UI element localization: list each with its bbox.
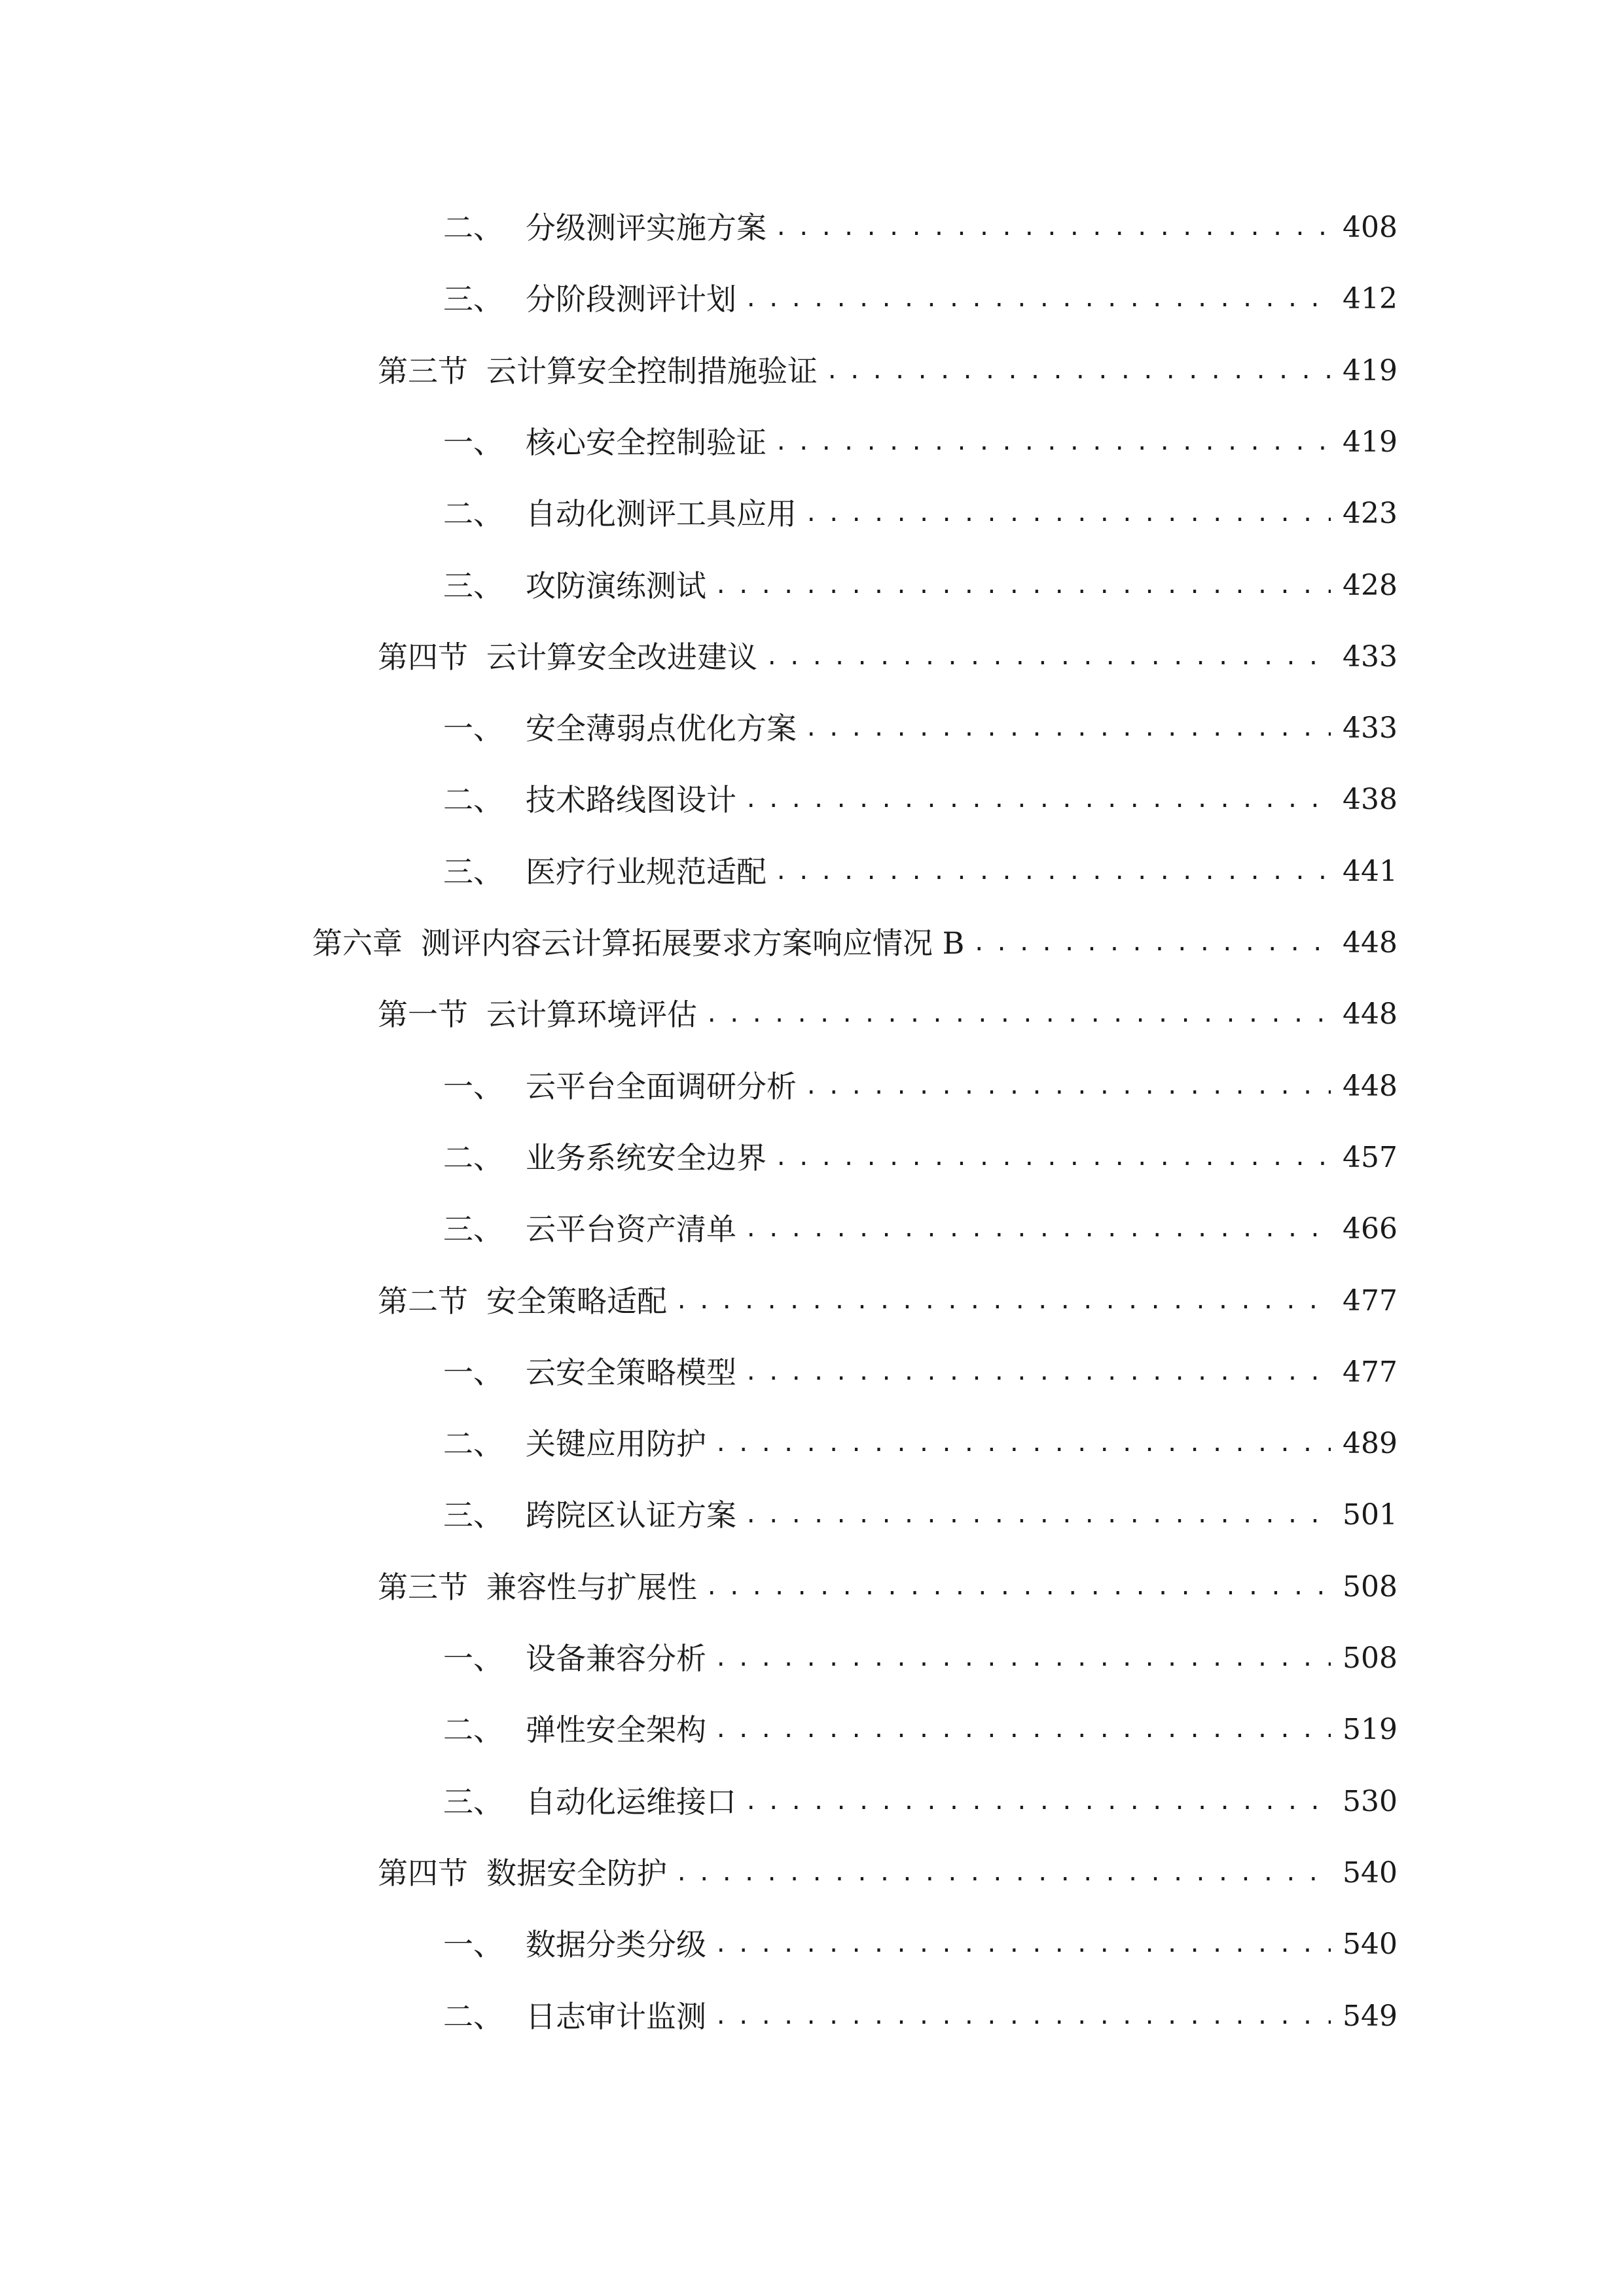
toc-dot-leader (825, 345, 1331, 397)
toc-entry-number: 二、 (443, 782, 503, 817)
toc-dot-leader (972, 917, 1331, 969)
toc-entry-number: 三、 (443, 1211, 503, 1247)
toc-entry-number: 一、 (443, 1641, 503, 1676)
toc-entry[interactable] (378, 1275, 1398, 1327)
toc-entry-title: 云计算环境评估 (486, 997, 697, 1032)
toc-dot-leader (714, 560, 1331, 612)
toc-entry-title: 医疗行业规范适配 (526, 854, 767, 889)
toc-entry-number: 第四节 (378, 639, 468, 675)
toc-entry[interactable] (378, 1561, 1398, 1613)
toc-entry-title: 云平台资产清单 (526, 1211, 736, 1247)
toc-entry-number: 二、 (443, 210, 503, 245)
toc-dot-leader (804, 1060, 1331, 1113)
toc-entry[interactable] (443, 202, 1398, 254)
toc-page-number: 519 (1343, 1713, 1398, 1746)
toc-entry-title: 数据分类分级 (526, 1927, 706, 1962)
toc-page-number: 508 (1343, 1570, 1398, 1604)
toc-entry[interactable] (443, 1704, 1398, 1756)
toc-entry-number: 三、 (443, 1784, 503, 1820)
toc-page-number: 448 (1343, 926, 1398, 960)
toc-entry-title: 安全薄弱点优化方案 (526, 711, 797, 746)
toc-entry-number: 三、 (443, 854, 503, 889)
toc-entry-title: 测评内容云计算拓展要求方案响应情况 B (421, 925, 965, 961)
toc-entry[interactable] (443, 488, 1398, 540)
toc-entry[interactable] (443, 416, 1398, 469)
toc-page-number: 489 (1343, 1427, 1398, 1460)
toc-page-number: 508 (1343, 1641, 1398, 1675)
toc-dot-leader (804, 702, 1331, 755)
toc-entry-number: 第二节 (378, 1283, 468, 1319)
toc-entry-number: 一、 (443, 711, 503, 746)
toc-dot-leader (744, 273, 1331, 325)
toc-entry-number: 二、 (443, 1140, 503, 1175)
toc-entry[interactable] (378, 988, 1398, 1041)
toc-dot-leader (714, 1918, 1331, 1971)
toc-dot-leader (774, 416, 1331, 469)
toc-entry-number: 第三节 (378, 1570, 468, 1605)
toc-entry-title: 业务系统安全边界 (526, 1140, 767, 1175)
toc-entry-title: 云计算安全改进建议 (486, 639, 757, 675)
toc-entry-number: 三、 (443, 568, 503, 603)
toc-entry-title: 技术路线图设计 (526, 782, 736, 817)
toc-page-number: 540 (1343, 1856, 1398, 1890)
toc-entry[interactable] (443, 1060, 1398, 1113)
toc-page-number: 540 (1343, 1928, 1398, 1961)
toc-page-number: 501 (1343, 1498, 1398, 1532)
toc-entry-number: 一、 (443, 1927, 503, 1962)
toc-dot-leader (744, 1489, 1331, 1541)
toc-page-number: 530 (1343, 1785, 1398, 1818)
toc-entry[interactable] (443, 1203, 1398, 1255)
toc-dot-leader (675, 1847, 1331, 1899)
toc-entry-title: 安全策略适配 (486, 1283, 667, 1319)
toc-entry-number: 三、 (443, 281, 503, 317)
toc-entry-number: 第一节 (378, 997, 468, 1032)
toc-entry[interactable] (443, 1346, 1398, 1399)
toc-page-number: 477 (1343, 1284, 1398, 1318)
toc-entry[interactable] (443, 702, 1398, 755)
toc-dot-leader (774, 846, 1331, 898)
toc-entry-number: 二、 (443, 496, 503, 531)
toc-entry-number: 二、 (443, 1426, 503, 1462)
toc-page-number: 441 (1343, 855, 1398, 888)
toc-dot-leader (744, 1203, 1331, 1255)
toc-page-number: 433 (1343, 711, 1398, 745)
toc-entry-number: 第四节 (378, 1856, 468, 1891)
toc-page-number: 448 (1343, 997, 1398, 1031)
toc-page-number: 428 (1343, 569, 1398, 602)
toc-dot-leader (714, 1990, 1331, 2043)
toc-entry[interactable] (443, 1990, 1398, 2043)
toc-entry-number: 第六章 (312, 925, 403, 961)
toc-entry[interactable] (443, 1132, 1398, 1184)
toc-page-number: 438 (1343, 783, 1398, 816)
toc-dot-leader (774, 202, 1331, 254)
toc-entry[interactable] (378, 1847, 1398, 1899)
toc-entry-number: 一、 (443, 1355, 503, 1390)
toc-entry-title: 设备兼容分析 (526, 1641, 706, 1676)
toc-entry-title: 跨院区认证方案 (526, 1498, 736, 1533)
toc-dot-leader (675, 1275, 1331, 1327)
toc-page-number: 448 (1343, 1069, 1398, 1103)
toc-entry[interactable] (443, 273, 1398, 325)
toc-entry-number: 三、 (443, 1498, 503, 1533)
toc-entry-number: 二、 (443, 1712, 503, 1748)
toc-entry[interactable] (443, 1418, 1398, 1470)
toc-entry-title: 云平台全面调研分析 (526, 1069, 797, 1104)
toc-dot-leader (714, 1418, 1331, 1470)
toc-page-number: 466 (1343, 1212, 1398, 1246)
toc-dot-leader (744, 1346, 1331, 1399)
toc-entry-title: 兼容性与扩展性 (486, 1570, 697, 1605)
toc-page-number: 433 (1343, 640, 1398, 673)
toc-entry-number: 一、 (443, 1069, 503, 1104)
toc-entry[interactable] (443, 1489, 1398, 1541)
toc-entry-title: 自动化运维接口 (526, 1784, 736, 1820)
toc-page-number: 408 (1343, 211, 1398, 244)
toc-entry[interactable] (312, 917, 1398, 969)
toc-dot-leader (804, 488, 1331, 540)
toc-entry-title: 日志审计监测 (526, 1999, 706, 2034)
toc-entry-title: 云安全策略模型 (526, 1355, 736, 1390)
toc-entry-title: 分级测评实施方案 (526, 210, 767, 245)
toc-dot-leader (705, 988, 1331, 1041)
toc-entry-number: 一、 (443, 425, 503, 460)
toc-entry-number: 二、 (443, 1999, 503, 2034)
toc-entry[interactable] (443, 1632, 1398, 1685)
toc-page-number: 419 (1343, 354, 1398, 387)
toc-entry-title: 数据安全防护 (486, 1856, 667, 1891)
toc-entry[interactable] (443, 1918, 1398, 1971)
toc-entry-title: 弹性安全架构 (526, 1712, 706, 1748)
toc-dot-leader (714, 1632, 1331, 1685)
toc-entry-title: 云计算安全控制措施验证 (486, 353, 818, 389)
toc-page-number: 457 (1343, 1141, 1398, 1174)
toc-dot-leader (744, 1776, 1331, 1828)
toc-dot-leader (705, 1561, 1331, 1613)
toc-entry-title: 自动化测评工具应用 (526, 496, 797, 531)
toc-page-number: 412 (1343, 282, 1398, 315)
toc-entry[interactable] (443, 846, 1398, 898)
toc-entry[interactable] (443, 560, 1398, 612)
toc-page-number: 423 (1343, 497, 1398, 530)
toc-entry-title: 核心安全控制验证 (526, 425, 767, 460)
toc-entry-number: 第三节 (378, 353, 468, 389)
toc-page-number: 419 (1343, 425, 1398, 459)
toc-entry[interactable] (378, 631, 1398, 683)
toc-dot-leader (765, 631, 1331, 683)
toc-entry-title: 分阶段测评计划 (526, 281, 736, 317)
toc-dot-leader (774, 1132, 1331, 1184)
toc-entry[interactable] (443, 1776, 1398, 1828)
toc-entry-title: 关键应用防护 (526, 1426, 706, 1462)
toc-page-number: 549 (1343, 2000, 1398, 2033)
toc-entry-title: 攻防演练测试 (526, 568, 706, 603)
toc-dot-leader (744, 774, 1331, 826)
toc-page-number: 477 (1343, 1355, 1398, 1389)
toc-dot-leader (714, 1704, 1331, 1756)
toc-entry[interactable] (443, 774, 1398, 826)
toc-entry[interactable] (378, 345, 1398, 397)
